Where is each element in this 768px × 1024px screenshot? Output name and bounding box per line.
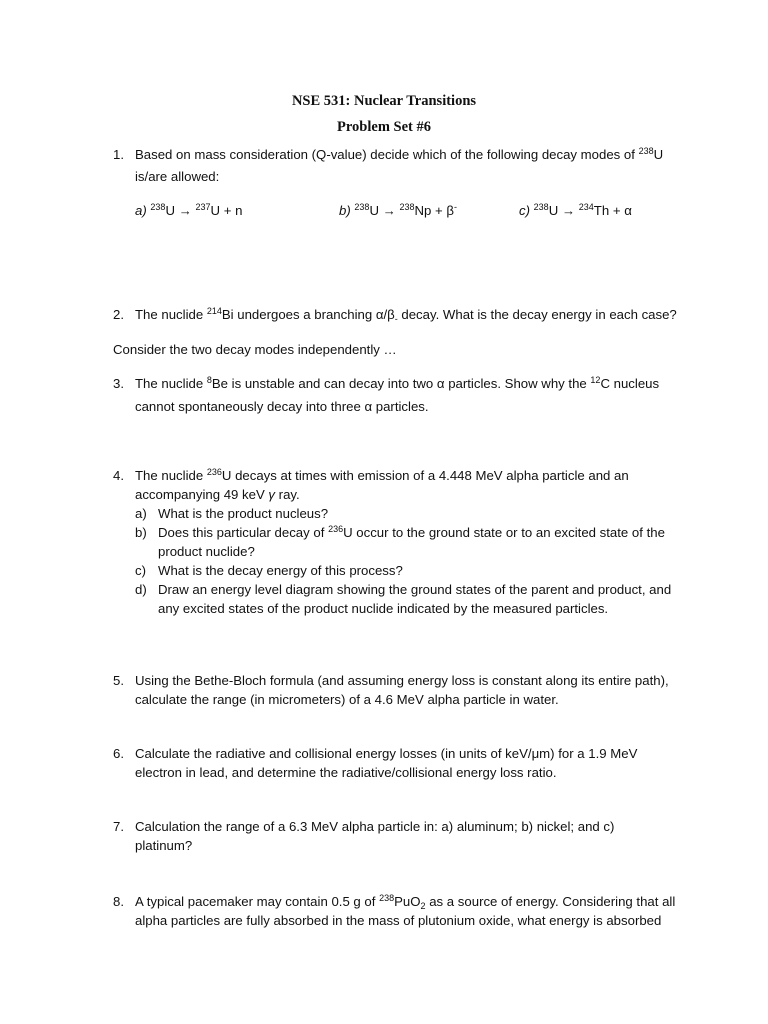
- subpart-label-a: a): [135, 506, 147, 521]
- subpart-label-b: b): [135, 525, 147, 540]
- decay-option-b: b) $^{238}$U → $^{238}$Np + β-: [339, 202, 457, 218]
- decay-option-a: a) $^{238}$U → $^{237}$U + n: [135, 202, 243, 218]
- question-text: The nuclide $^{214}$Bi undergoes a branching $\alpha/\beta_-$ decay. What is the decay energy in each case?: [135, 306, 677, 324]
- subpart-text-d: Draw an energy level diagram showing the ground states of the parent and product, and: [158, 582, 672, 597]
- problem-set-title: Problem Set #6: [337, 119, 431, 135]
- question-text: Calculation the range of a 6.3 MeV alpha particle in: a) aluminum; b) nickel; and c): [135, 819, 615, 834]
- subpart-text-c: What is the decay energy of this process?: [158, 563, 403, 578]
- question-text-line2: is/are allowed:: [135, 169, 220, 184]
- course-title: NSE 531: Nuclear Transitions: [291, 93, 477, 109]
- question-number: 1.: [113, 147, 124, 162]
- question-text-line2: calculate the range (in micrometers) of a 4.6 MeV alpha particle in water.: [135, 692, 559, 707]
- question-text: Based on mass consideration (Q-value) decide which of the following decay modes of $^{238}$U: [135, 146, 664, 162]
- question-text: A typical pacemaker may contain 0.5 g of $^{238}$PuO$_2$ as a source of energy. Considering that all: [135, 893, 676, 911]
- subpart-label-d: d): [135, 582, 147, 597]
- question-number: 6.: [113, 746, 124, 761]
- subpart-text-a: What is the product nucleus?: [158, 506, 329, 521]
- question-text: The nuclide $^{236}$U decays at times with emission of a 4.448 MeV alpha particle and an: [135, 467, 629, 483]
- subpart-label-c: c): [135, 563, 146, 578]
- question-number: 2.: [113, 307, 124, 322]
- subpart-text-b-line2: product nuclide?: [158, 544, 255, 559]
- decay-option-c: c) $^{238}$U → $^{234}$Th + α: [519, 202, 632, 218]
- question-text: Calculate the radiative and collisional energy losses (in units of keV/μm) for a 1.9 MeV: [135, 746, 638, 761]
- question-number: 4.: [113, 468, 124, 483]
- question-number: 7.: [113, 819, 124, 834]
- question-text-line2: cannot spontaneously decay into three α particles.: [135, 399, 429, 414]
- question-text: The nuclide $^8$Be is unstable and can decay into two α particles. Show why the $^{12}$C nucleus: [135, 375, 660, 391]
- subpart-text-d-line2: any excited states of the product nuclide indicated by the measured particles.: [158, 601, 609, 616]
- subpart-text-b: Does this particular decay of $^{236}$U occur to the ground state or to an excited state of the: [158, 524, 665, 540]
- question-text-line2: electron in lead, and determine the radiative/collisional energy loss ratio.: [135, 765, 557, 780]
- question-number: 5.: [113, 673, 124, 688]
- question-text: Using the Bethe-Bloch formula (and assuming energy loss is constant along its entire path),: [135, 673, 669, 688]
- question-text-line2: alpha particles are fully absorbed in the mass of plutonium oxide, what energy is absorbed: [135, 913, 662, 928]
- instruction-note: Consider the two decay modes independently …: [113, 342, 397, 357]
- question-number: 3.: [113, 376, 124, 391]
- question-text-line2: platinum?: [135, 838, 193, 853]
- question-number: 8.: [113, 894, 124, 909]
- question-text-line2: accompanying 49 keV γ ray.: [135, 487, 300, 502]
